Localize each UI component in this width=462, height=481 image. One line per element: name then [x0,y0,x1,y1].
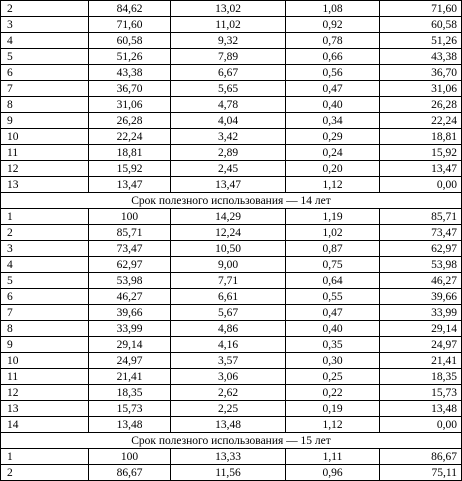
table-row [1,177,462,193]
opening-value-cell: 85,71 [89,225,171,241]
monthly-depreciation-cell: 0,40 [286,97,380,113]
year-cell: 5 [1,273,89,289]
annual-depreciation-cell: 4,16 [171,337,286,353]
monthly-depreciation-cell: 0,25 [286,369,380,385]
year-cell: 7 [1,305,89,321]
year-cell: 6 [1,65,89,81]
table-row [1,17,462,33]
annual-depreciation-cell: 4,86 [171,321,286,337]
closing-value-cell: 13,47 [380,161,462,177]
depreciation-table-body [1,1,462,481]
closing-value-cell: 31,06 [380,81,462,97]
annual-depreciation-cell: 13,47 [171,177,286,193]
opening-value-cell: 36,70 [89,81,171,97]
table-row [1,161,462,177]
opening-value-cell: 43,38 [89,65,171,81]
year-cell: 10 [1,353,89,369]
opening-value-cell: 13,47 [89,177,171,193]
table-row [1,321,462,337]
opening-value-cell: 22,24 [89,129,171,145]
monthly-depreciation-cell: 0,40 [286,321,380,337]
monthly-depreciation-cell: 1,12 [286,177,380,193]
opening-value-cell: 84,62 [89,1,171,17]
table-row [1,449,462,465]
closing-value-cell: 51,26 [380,33,462,49]
table-row [1,273,462,289]
year-cell: 4 [1,257,89,273]
closing-value-cell: 18,81 [380,129,462,145]
opening-value-cell: 24,97 [89,353,171,369]
table-row [1,209,462,225]
opening-value-cell: 51,26 [89,49,171,65]
opening-value-cell: 33,99 [89,321,171,337]
closing-value-cell: 75,11 [380,465,462,481]
closing-value-cell: 71,60 [380,1,462,17]
year-cell: 11 [1,145,89,161]
monthly-depreciation-cell: 0,66 [286,49,380,65]
table-row [1,305,462,321]
monthly-depreciation-cell: 0,55 [286,289,380,305]
annual-depreciation-cell: 3,42 [171,129,286,145]
year-cell: 14 [1,417,89,433]
annual-depreciation-cell: 3,57 [171,353,286,369]
opening-value-cell: 100 [89,449,171,465]
section-heading: Срок полезного использования — 14 лет [1,193,462,209]
table-row [1,401,462,417]
annual-depreciation-cell: 7,71 [171,273,286,289]
year-cell: 2 [1,225,89,241]
year-cell: 9 [1,113,89,129]
monthly-depreciation-cell: 0,87 [286,241,380,257]
opening-value-cell: 29,14 [89,337,171,353]
monthly-depreciation-cell: 0,30 [286,353,380,369]
opening-value-cell: 71,60 [89,17,171,33]
annual-depreciation-cell: 12,24 [171,225,286,241]
annual-depreciation-cell: 9,00 [171,257,286,273]
closing-value-cell: 26,28 [380,97,462,113]
closing-value-cell: 15,73 [380,385,462,401]
opening-value-cell: 39,66 [89,305,171,321]
table-row [1,465,462,481]
annual-depreciation-cell: 2,25 [171,401,286,417]
closing-value-cell: 85,71 [380,209,462,225]
table-row [1,241,462,257]
annual-depreciation-cell: 2,62 [171,385,286,401]
annual-depreciation-cell: 6,61 [171,289,286,305]
table-row [1,97,462,113]
monthly-depreciation-cell: 0,22 [286,385,380,401]
year-cell: 6 [1,289,89,305]
section-heading-row [1,193,462,209]
closing-value-cell: 39,66 [380,289,462,305]
opening-value-cell: 18,81 [89,145,171,161]
monthly-depreciation-cell: 1,11 [286,449,380,465]
year-cell: 13 [1,177,89,193]
closing-value-cell: 60,58 [380,17,462,33]
year-cell: 13 [1,401,89,417]
section-heading: Срок полезного использования — 15 лет [1,433,462,449]
monthly-depreciation-cell: 0,24 [286,145,380,161]
annual-depreciation-cell: 2,45 [171,161,286,177]
opening-value-cell: 100 [89,209,171,225]
year-cell: 12 [1,161,89,177]
section-heading-row [1,433,462,449]
year-cell: 3 [1,241,89,257]
monthly-depreciation-cell: 0,20 [286,161,380,177]
year-cell: 10 [1,129,89,145]
year-cell: 4 [1,33,89,49]
monthly-depreciation-cell: 0,47 [286,81,380,97]
year-cell: 2 [1,465,89,481]
closing-value-cell: 53,98 [380,257,462,273]
year-cell: 1 [1,209,89,225]
table-row [1,353,462,369]
annual-depreciation-cell: 2,89 [171,145,286,161]
annual-depreciation-cell: 4,04 [171,113,286,129]
opening-value-cell: 26,28 [89,113,171,129]
opening-value-cell: 60,58 [89,33,171,49]
year-cell: 3 [1,17,89,33]
annual-depreciation-cell: 13,02 [171,1,286,17]
closing-value-cell: 22,24 [380,113,462,129]
closing-value-cell: 36,70 [380,65,462,81]
annual-depreciation-cell: 6,67 [171,65,286,81]
opening-value-cell: 46,27 [89,289,171,305]
table-row [1,289,462,305]
opening-value-cell: 18,35 [89,385,171,401]
closing-value-cell: 0,00 [380,417,462,433]
monthly-depreciation-cell: 0,78 [286,33,380,49]
closing-value-cell: 21,41 [380,353,462,369]
year-cell: 2 [1,1,89,17]
closing-value-cell: 62,97 [380,241,462,257]
opening-value-cell: 53,98 [89,273,171,289]
annual-depreciation-cell: 11,56 [171,465,286,481]
table-row [1,257,462,273]
closing-value-cell: 24,97 [380,337,462,353]
closing-value-cell: 43,38 [380,49,462,65]
year-cell: 8 [1,321,89,337]
monthly-depreciation-cell: 0,96 [286,465,380,481]
table-row [1,113,462,129]
annual-depreciation-cell: 5,65 [171,81,286,97]
closing-value-cell: 18,35 [380,369,462,385]
opening-value-cell: 13,48 [89,417,171,433]
monthly-depreciation-cell: 0,34 [286,113,380,129]
annual-depreciation-cell: 14,29 [171,209,286,225]
closing-value-cell: 86,67 [380,449,462,465]
monthly-depreciation-cell: 0,92 [286,17,380,33]
closing-value-cell: 13,48 [380,401,462,417]
opening-value-cell: 62,97 [89,257,171,273]
opening-value-cell: 31,06 [89,97,171,113]
monthly-depreciation-cell: 0,29 [286,129,380,145]
monthly-depreciation-cell: 0,75 [286,257,380,273]
opening-value-cell: 73,47 [89,241,171,257]
annual-depreciation-cell: 11,02 [171,17,286,33]
annual-depreciation-cell: 9,32 [171,33,286,49]
closing-value-cell: 73,47 [380,225,462,241]
closing-value-cell: 29,14 [380,321,462,337]
opening-value-cell: 15,92 [89,161,171,177]
opening-value-cell: 15,73 [89,401,171,417]
monthly-depreciation-cell: 0,19 [286,401,380,417]
opening-value-cell: 21,41 [89,369,171,385]
monthly-depreciation-cell: 0,35 [286,337,380,353]
table-row [1,369,462,385]
closing-value-cell: 0,00 [380,177,462,193]
year-cell: 8 [1,97,89,113]
closing-value-cell: 46,27 [380,273,462,289]
monthly-depreciation-cell: 1,02 [286,225,380,241]
opening-value-cell: 86,67 [89,465,171,481]
annual-depreciation-cell: 7,89 [171,49,286,65]
closing-value-cell: 15,92 [380,145,462,161]
closing-value-cell: 33,99 [380,305,462,321]
monthly-depreciation-cell: 0,64 [286,273,380,289]
annual-depreciation-cell: 10,50 [171,241,286,257]
monthly-depreciation-cell: 1,12 [286,417,380,433]
table-row [1,417,462,433]
table-row [1,129,462,145]
annual-depreciation-cell: 3,06 [171,369,286,385]
table-row [1,33,462,49]
year-cell: 1 [1,449,89,465]
table-row [1,225,462,241]
annual-depreciation-cell: 5,67 [171,305,286,321]
monthly-depreciation-cell: 0,56 [286,65,380,81]
year-cell: 7 [1,81,89,97]
table-row [1,1,462,17]
monthly-depreciation-cell: 0,47 [286,305,380,321]
year-cell: 11 [1,369,89,385]
table-row [1,337,462,353]
annual-depreciation-cell: 13,48 [171,417,286,433]
monthly-depreciation-cell: 1,19 [286,209,380,225]
table-row [1,49,462,65]
annual-depreciation-cell: 4,78 [171,97,286,113]
monthly-depreciation-cell: 1,08 [286,1,380,17]
table-row [1,65,462,81]
year-cell: 9 [1,337,89,353]
table-row [1,81,462,97]
annual-depreciation-cell: 13,33 [171,449,286,465]
table-row [1,145,462,161]
year-cell: 5 [1,49,89,65]
year-cell: 12 [1,385,89,401]
table-row [1,385,462,401]
